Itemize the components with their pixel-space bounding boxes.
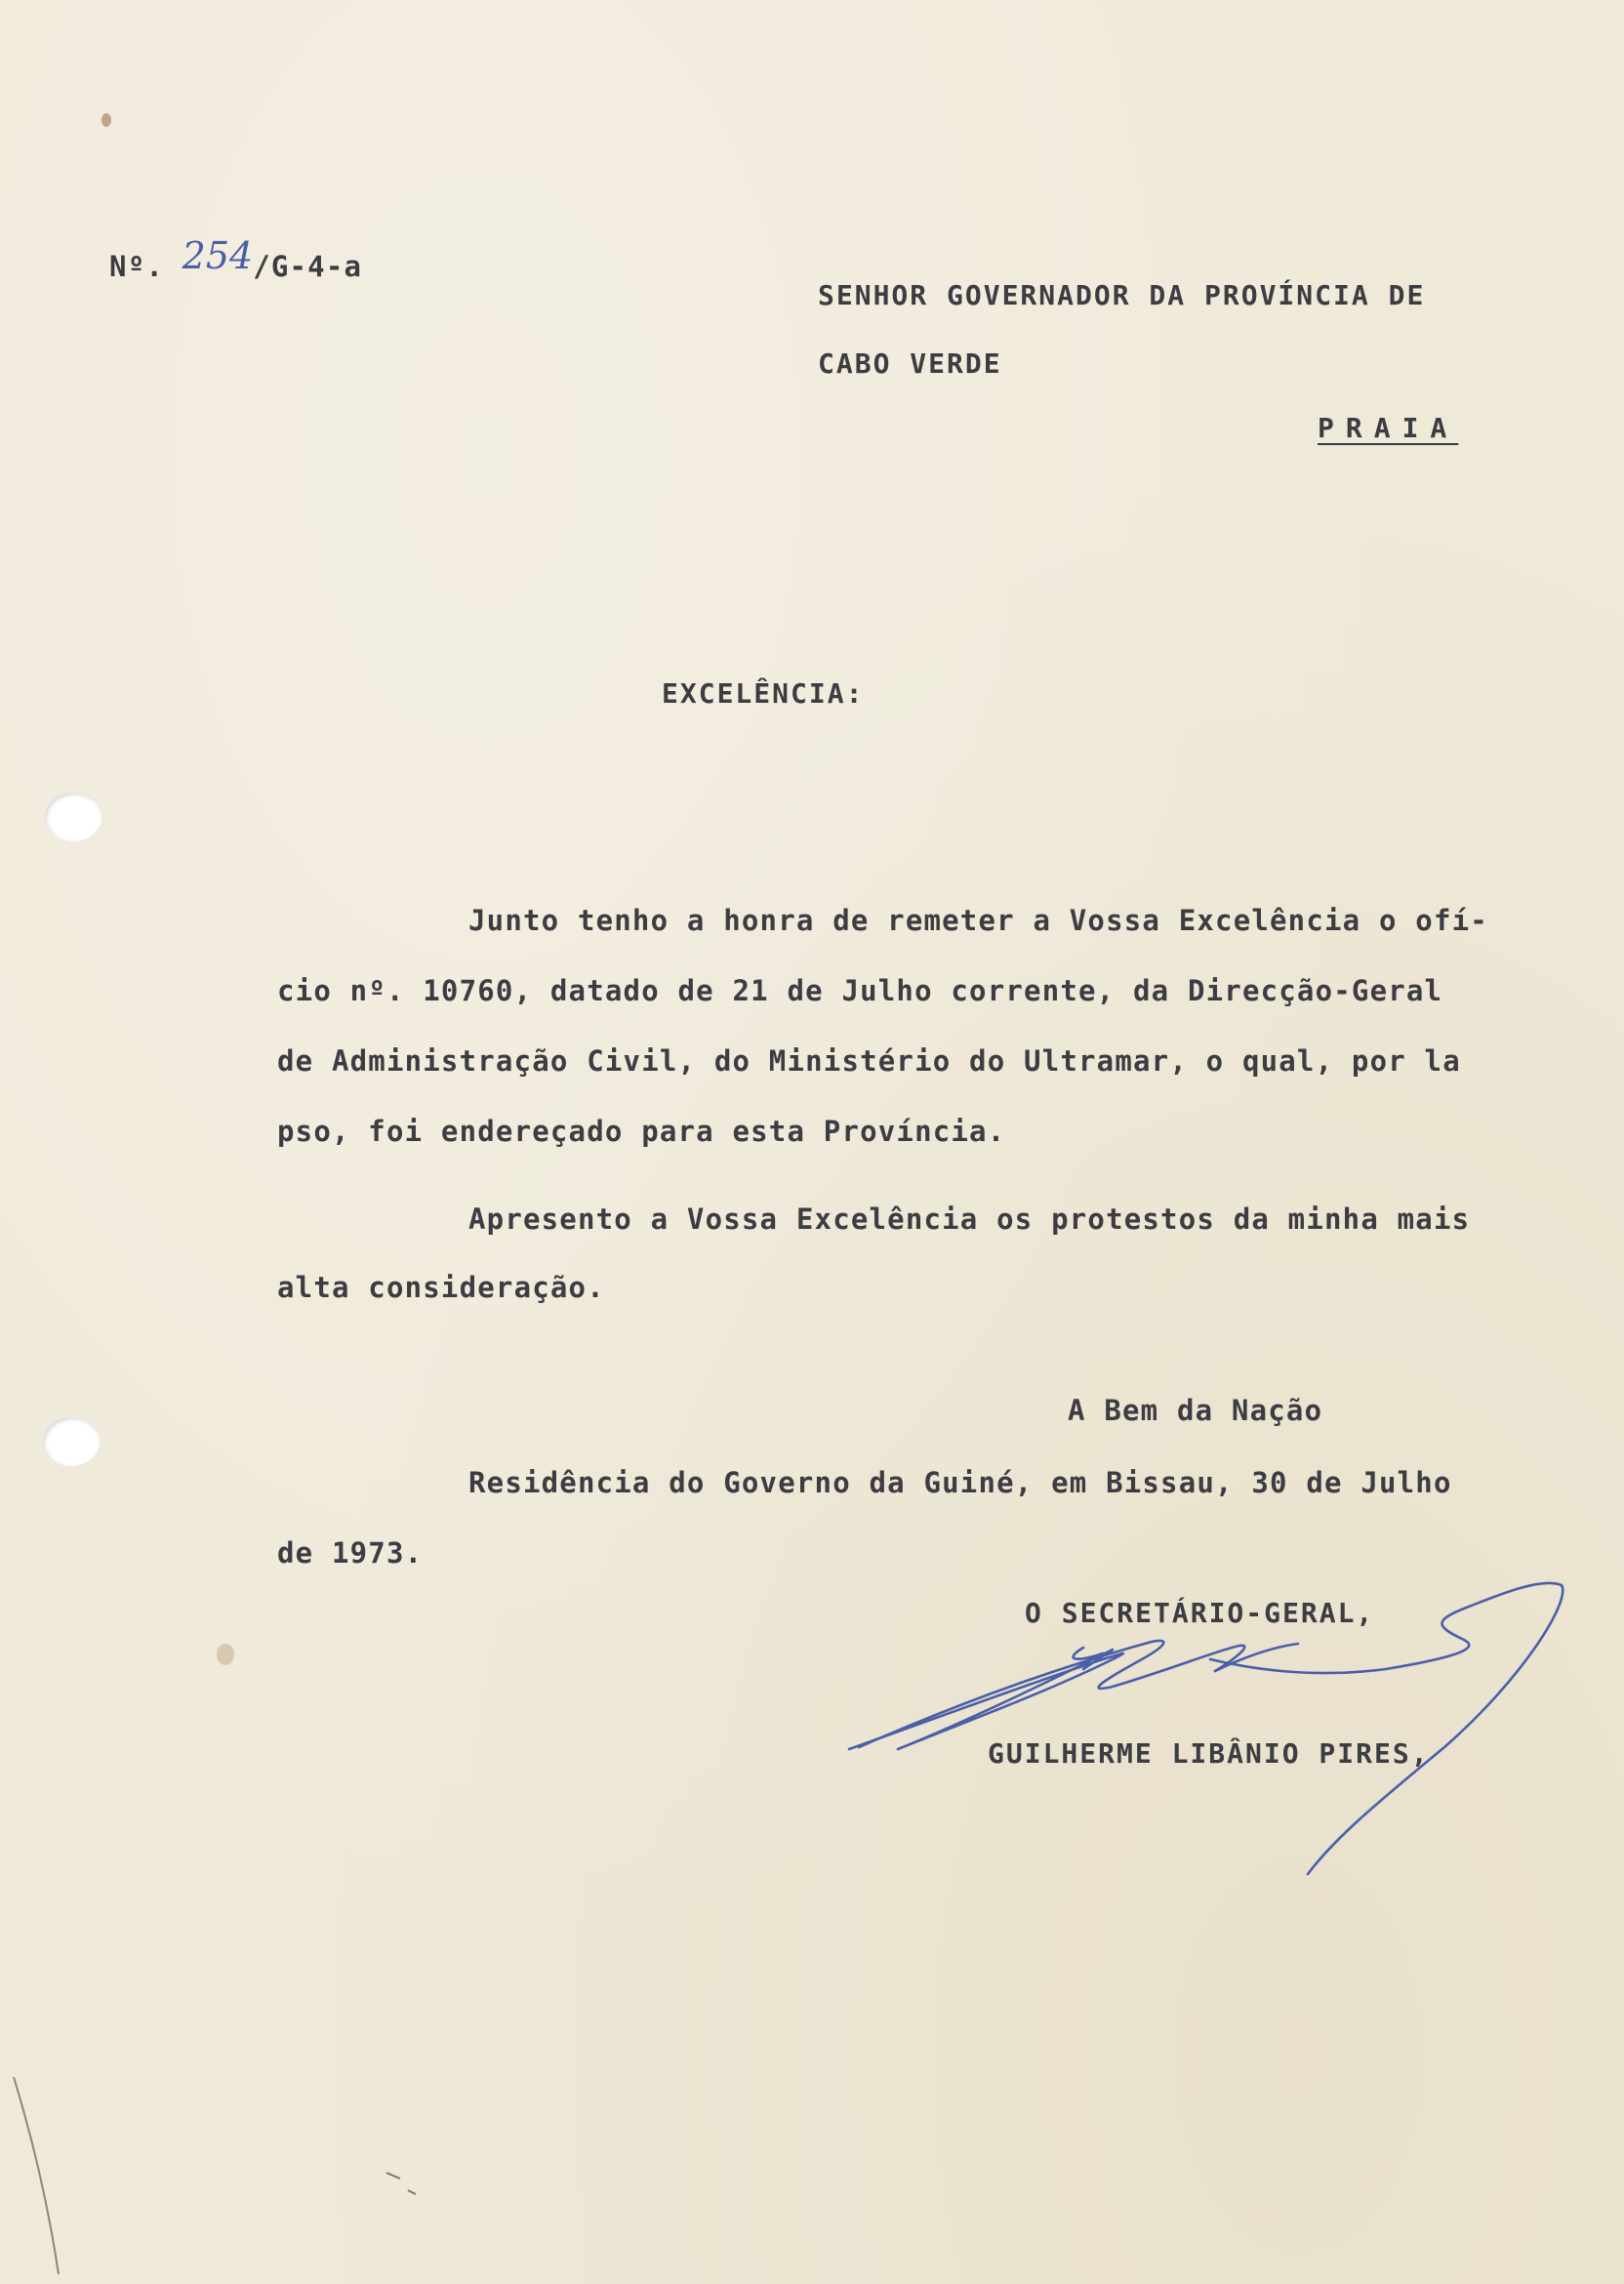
punch-hole-bottom bbox=[43, 1417, 100, 1466]
stain bbox=[217, 1644, 234, 1665]
addressee-line-2: CABO VERDE bbox=[818, 347, 1002, 380]
closing-motto: A Bem da Nação bbox=[1068, 1394, 1323, 1427]
place-date-line: Residência do Governo da Guiné, em Bissau, 30 de Julho bbox=[468, 1466, 1452, 1499]
reference-prefix: Nº. bbox=[109, 250, 164, 283]
addressee-city: PRAIA bbox=[1318, 412, 1459, 444]
body-line: alta consideração. bbox=[277, 1271, 605, 1304]
addressee-line-1: SENHOR GOVERNADOR DA PROVÍNCIA DE bbox=[818, 279, 1426, 311]
place-date-line: de 1973. bbox=[277, 1536, 424, 1570]
reference-suffix: /G-4-a bbox=[253, 250, 363, 283]
body-line: de Administração Civil, do Ministério do Ultramar, o qual, por la bbox=[277, 1044, 1461, 1078]
body-line: cio nº. 10760, datado de 21 de Julho corrente, da Direcção-Geral bbox=[277, 974, 1443, 1007]
signatory-title: O SECRETÁRIO-GERAL, bbox=[1025, 1597, 1375, 1629]
reference-number bbox=[109, 234, 363, 285]
salutation: EXCELÊNCIA: bbox=[662, 677, 865, 710]
punch-hole-top bbox=[45, 793, 102, 841]
body-line: Apresento a Vossa Excelência os protestos da minha mais bbox=[468, 1203, 1471, 1236]
body-line: pso, foi endereçado para esta Província. bbox=[277, 1115, 1006, 1148]
ink-spot bbox=[102, 113, 111, 127]
handwritten-reference: 254 bbox=[182, 234, 254, 277]
signatory-name: GUILHERME LIBÂNIO PIRES, bbox=[988, 1737, 1430, 1770]
body-line: Junto tenho a honra de remeter a Vossa Excelência o ofí- bbox=[468, 904, 1488, 937]
